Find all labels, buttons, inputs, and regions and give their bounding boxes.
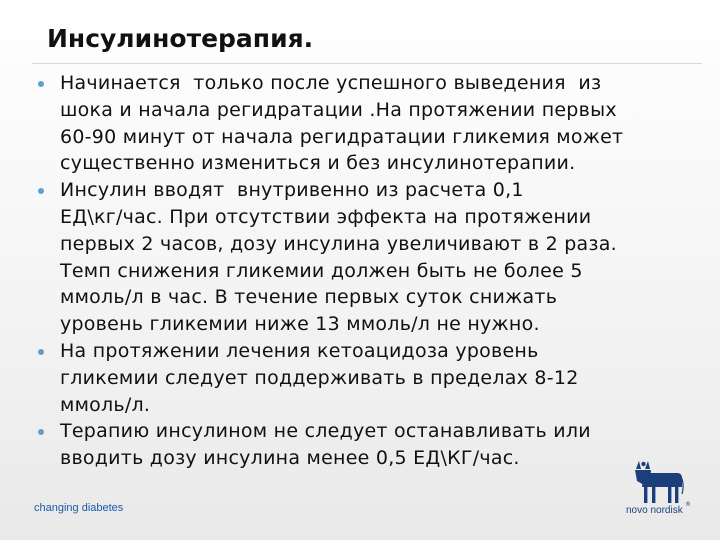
registered-mark: ® (685, 501, 691, 508)
bullet-icon (38, 429, 44, 435)
bullet-icon (38, 81, 44, 87)
bullet-item-1 (36, 70, 706, 177)
bullet-line: первых 2 часов, дозу инсулина увеличивают в 2 раза. (60, 232, 617, 255)
bullet-item-3 (36, 338, 706, 418)
bullet-line: существенно измениться и без инсулинотерапии. (60, 152, 576, 175)
bullet-list (36, 70, 706, 472)
bullet-item-2 (36, 177, 706, 338)
bullet-icon (38, 188, 44, 194)
slide-title: Инсулинотерапия. (47, 24, 314, 53)
bullet-line: ммоль/л. (60, 393, 151, 416)
bullet-line: ммоль/л в час. В течение первых суток снижать (60, 286, 558, 309)
bullet-line: Инсулин вводят внутривенно из расчета 0,1 (60, 179, 524, 202)
bullet-line: Темп снижения гликемии должен быть не более 5 (60, 259, 583, 282)
brand-name: novo nordisk (626, 505, 683, 516)
apis-bull-icon (624, 460, 686, 504)
bullet-line: Терапию инсулином не следует останавливать или (60, 420, 591, 443)
footer-tagline: changing diabetes (34, 502, 124, 514)
bullet-line: 60-90 минут от начала регидратации гликемия может (60, 125, 624, 148)
bullet-line: ЕД\кг/час. При отсутствии эффекта на протяжении (60, 205, 592, 228)
title-divider (32, 63, 702, 64)
bullet-line: шока и начала регидратации .На протяжении первых (60, 98, 617, 121)
brand-logo-block (622, 460, 692, 520)
bullet-icon (38, 349, 44, 355)
bullet-line: Начинается только после успешного выведения из (60, 72, 602, 94)
bullet-line: вводить дозу инсулина менее 0,5 ЕД\КГ/час. (60, 447, 520, 470)
bullet-item-4 (36, 418, 706, 472)
bullet-line: уровень гликемии ниже 13 ммоль/л не нужно. (60, 313, 540, 336)
bullet-line: гликемии следует поддерживать в пределах 8-12 (60, 366, 579, 389)
bullet-line: На протяжении лечения кетоацидоза уровень (60, 339, 539, 362)
